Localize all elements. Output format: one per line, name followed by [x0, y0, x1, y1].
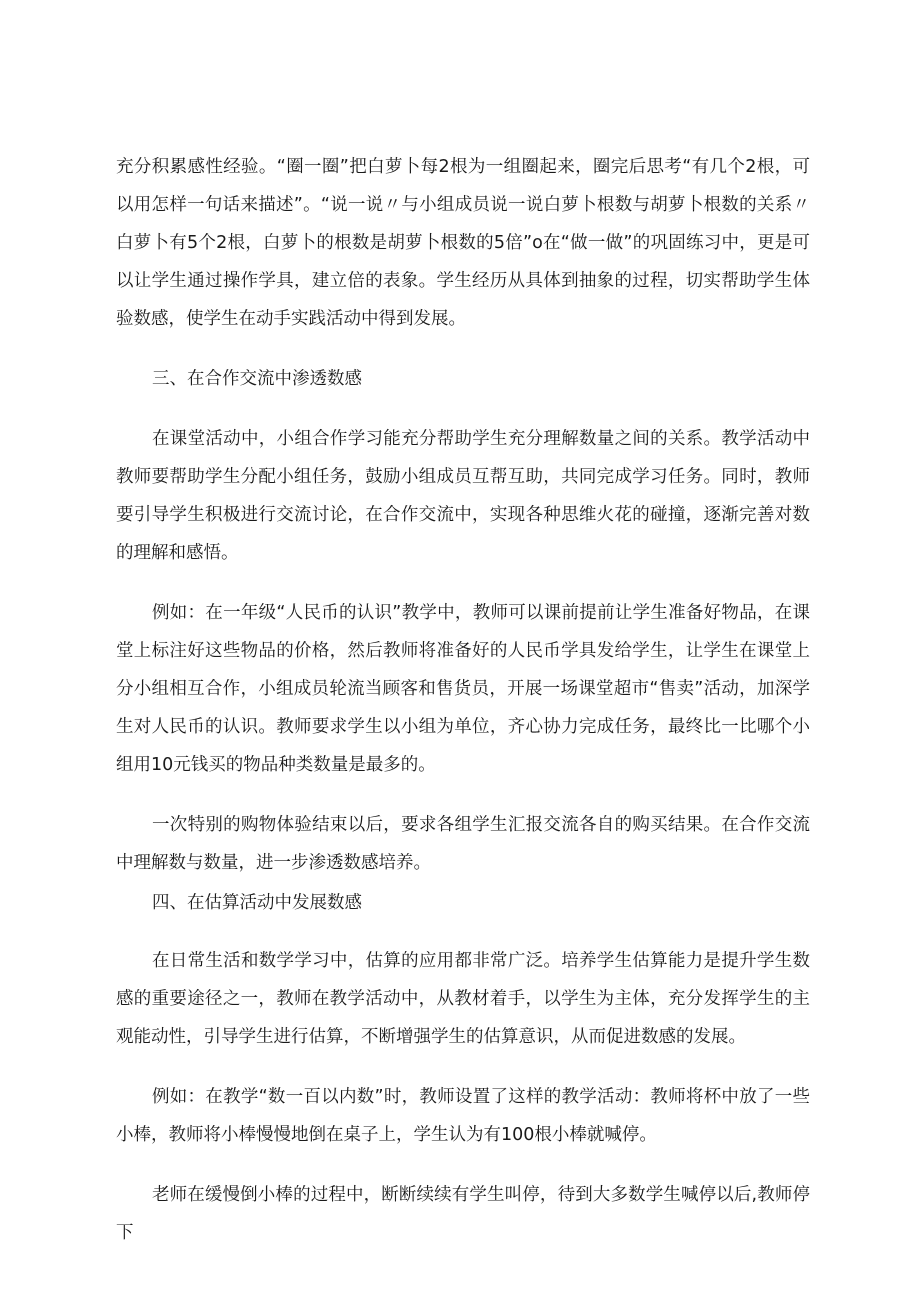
section-heading-4: 四、在估算活动中发展数感	[152, 893, 362, 913]
paragraph-sticks-process: 老师在缓慢倒小棒的过程中，断断续续有学生叫停，待到大多数学生喊停以后,教师停下	[116, 1185, 810, 1243]
paragraph-counting-example: 例如：在教学“数一百以内数”时，教师设置了这样的教学活动：教师将杯中放了一些小棒，教师将小棒慢慢地倒在桌子上，学生认为有100根小棒就喊停。	[116, 1087, 810, 1145]
section-heading-3: 三、在合作交流中渗透数感	[152, 369, 362, 389]
paragraph-rmb-example: 例如：在一年级“人民币的认识”教学中，教师可以课前提前让学生准备好物品，在课堂上标注好这些物品的价格，然后教师将准备好的人民币学具发给学生，让学生在课堂上分小组相互合作，小组成员轮流当顾客和售货员，开展一场课堂超市“售卖”活动，加深学生对人民币的认识。教师要求学生以小组为单位，齐心协力完成任务，最终比一比哪个小组用10元钱买的物品种类数量是最多的。	[116, 603, 810, 775]
paragraph-estimation: 在日常生活和数学学习中，估算的应用都非常广泛。培养学生估算能力是提升学生数感的重要途径之一，教师在教学活动中，从教材着手，以学生为主体，充分发挥学生的主观能动性，引导学生进行估算，不断增强学生的估算意识，从而促进数感的发展。	[116, 951, 810, 1047]
paragraph-shopping-result: 一次特别的购物体验结束以后，要求各组学生汇报交流各自的购买结果。在合作交流中理解数与数量，进一步渗透数感培养。	[116, 815, 810, 873]
paragraph-continuation: 充分积累感性经验。“圈一圈”把白萝卜每2根为一组圈起来，圈完后思考“有几个2根，可以用怎样一句话来描述”。“说一说〃与小组成员说一说白萝卜根数与胡萝卜根数的关系〃白萝卜有5个2根，白萝卜的根数是胡萝卜根数的5倍”o在“做一做”的巩固练习中，更是可以让学生通过操作学具，建立倍的表象。学生经历从具体到抽象的过程，切实帮助学生体验数感，使学生在动手实践活动中得到发展。	[116, 157, 810, 329]
paragraph-cooperation: 在课堂活动中，小组合作学习能充分帮助学生充分理解数量之间的关系。教学活动中教师要帮助学生分配小组任务，鼓励小组成员互帮互助，共同完成学习任务。同时，教师要引导学生积极进行交流讨论，在合作交流中，实现各种思维火花的碰撞，逐渐完善对数的理解和感悟。	[116, 429, 810, 563]
document-body	[116, 148, 810, 1252]
